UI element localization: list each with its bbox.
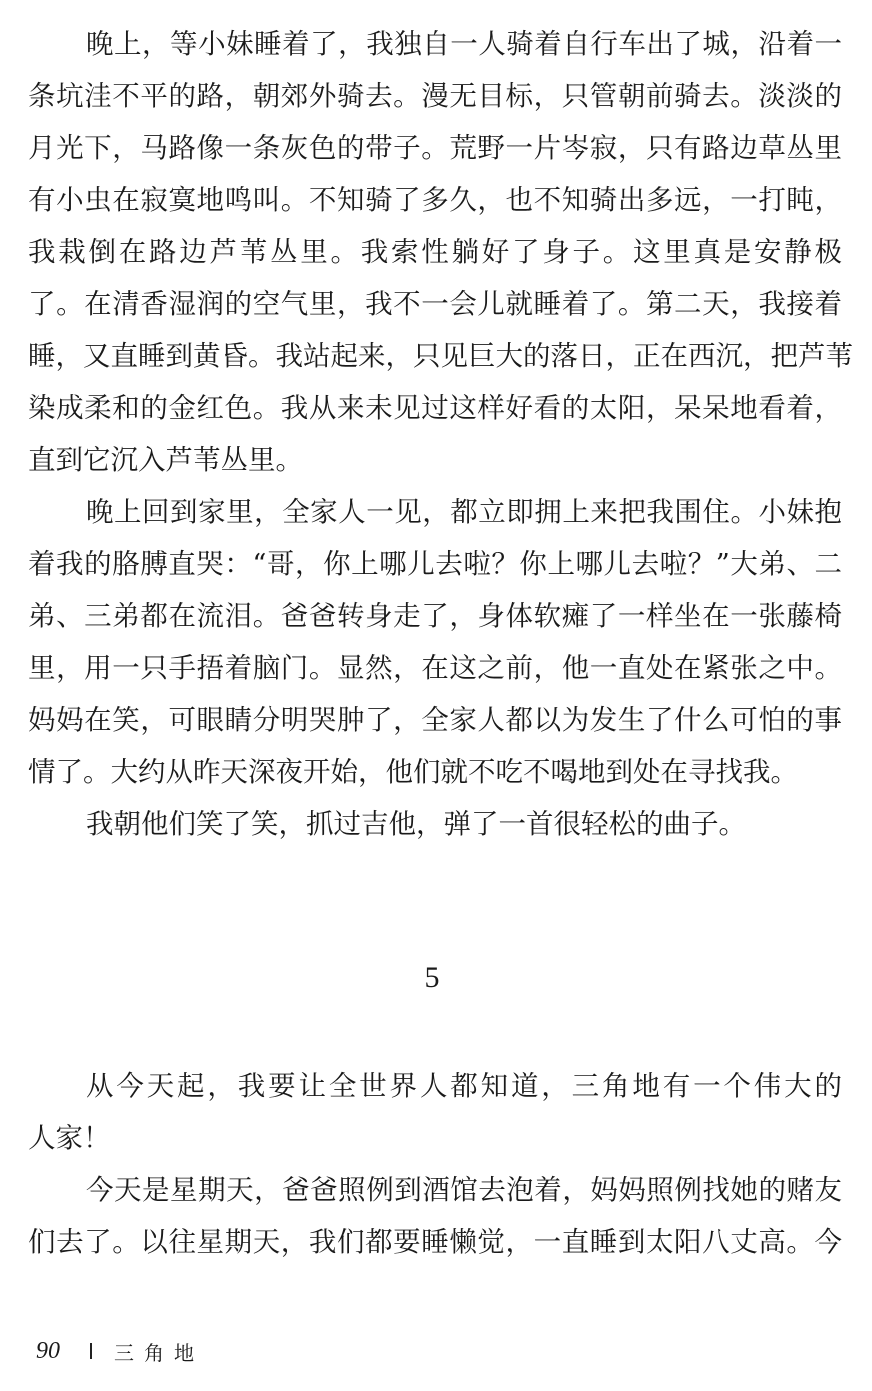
text-line: 睡，又直睡到黄昏。我站起来，只见巨大的落日，正在西沉，把芦苇 bbox=[28, 340, 853, 372]
text-line: 我朝他们笑了笑，抓过吉他，弹了一首很轻松的曲子。 bbox=[86, 808, 746, 840]
running-title: 三角地 bbox=[114, 1340, 204, 1365]
text-line: 里，用一只手捂着脑门。显然，在这之前，他一直处在紧张之中。 bbox=[28, 652, 842, 684]
text-line: 人家！ bbox=[28, 1122, 111, 1154]
text-line: 染成柔和的金红色。我从来未见过这样好看的太阳，呆呆地看着， bbox=[28, 392, 842, 424]
text-line: 妈妈在笑，可眼睛分明哭肿了，全家人都以为发生了什么可怕的事 bbox=[28, 704, 842, 736]
text-line: 有小虫在寂寞地鸣叫。不知骑了多久，也不知骑出多远，一打盹， bbox=[28, 184, 842, 216]
chapter-number: 5 bbox=[424, 961, 440, 994]
text-line: 今天是星期天，爸爸照例到酒馆去泡着，妈妈照例找她的赌友 bbox=[86, 1174, 842, 1206]
text-line: 们去了。以往星期天，我们都要睡懒觉，一直睡到太阳八丈高。今 bbox=[28, 1226, 842, 1258]
text-line: 晚上回到家里，全家人一见，都立即拥上来把我围住。小妹抱 bbox=[86, 496, 842, 528]
text-line: 从今天起，我要让全世界人都知道，三角地有一个伟大的 bbox=[86, 1070, 842, 1102]
page-footer bbox=[36, 1336, 204, 1366]
text-line: 我栽倒在路边芦苇丛里。我索性躺好了身子。这里真是安静极 bbox=[28, 236, 842, 268]
text-line: 条坑洼不平的路，朝郊外骑去。漫无目标，只管朝前骑去。淡淡的 bbox=[28, 80, 842, 112]
text-line: 弟、三弟都在流泪。爸爸转身走了，身体软瘫了一样坐在一张藤椅 bbox=[28, 600, 842, 632]
text-line: 晚上，等小妹睡着了，我独自一人骑着自行车出了城，沿着一 bbox=[86, 28, 842, 60]
text-line: 月光下，马路像一条灰色的带子。荒野一片岑寂，只有路边草丛里 bbox=[28, 132, 842, 164]
text-line: 着我的胳膊直哭：“哥，你上哪儿去啦？你上哪儿去啦？”大弟、二 bbox=[28, 548, 842, 580]
text-line: 直到它沉入芦苇丛里。 bbox=[28, 444, 303, 476]
footer-separator bbox=[90, 1343, 92, 1359]
text-line: 情了。大约从昨天深夜开始，他们就不吃不喝地到处在寻找我。 bbox=[28, 756, 798, 788]
page-number: 90 bbox=[36, 1337, 60, 1364]
text-line: 了。在清香湿润的空气里，我不一会儿就睡着了。第二天，我接着 bbox=[28, 288, 842, 320]
